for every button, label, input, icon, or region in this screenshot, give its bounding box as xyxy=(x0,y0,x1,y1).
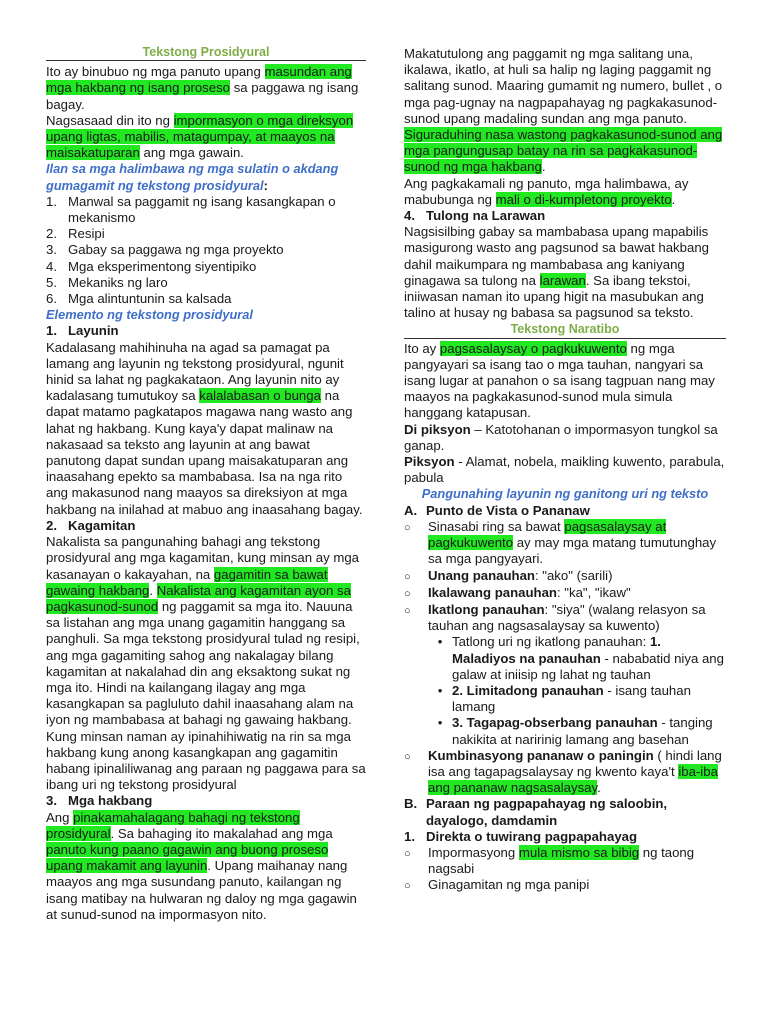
list-item: ○ Ginagamitan ng mga panipi xyxy=(404,877,590,893)
heading-direkta: 1. Direkta o tuwirang pagpapahayag xyxy=(404,828,638,844)
subheading-halimbawa: Ilan sa mga halimbawa ng mga sulatin o akdang gumagamit ng tekstong prosidyural: xyxy=(46,161,339,193)
section-title-prosidyural: Tekstong Prosidyural xyxy=(46,44,366,61)
paragraph-intro: Ito ay binubuo ng mga panuto upang masundan ang mga hakbang ng isang proseso sa paggawa ng isang bagay. xyxy=(46,64,359,112)
list-item: 2. Resipi xyxy=(46,226,105,242)
heading-punto-de-vista: A. Punto de Vista o Pananaw xyxy=(404,502,590,518)
highlight: mula mismo sa bibig xyxy=(518,844,640,860)
paragraph-larawan: Nagsisilbing gabay sa mambabasa upang mapabilis masigurong wasto ang pagsunod sa bawat hakbang dahil maikumpara ng mambabasa ang kaniyang ginagawa sa tulong na larawan. Sa ibang tekstoi, iniiwasan naman ito upang higit na masubukan ang talino at husay ng babasa sa pagsunod sa teksto. xyxy=(404,224,709,321)
heading-layunin: 1. Layunin xyxy=(46,323,119,339)
list-item: ○ Sinasabi ring sa bawat pagsasalaysay at pagkukuwento ay may mga matang tumutunghay sa mga pangyayari. xyxy=(404,518,717,567)
definition-di-piksyon: Di piksyon – Katotohanan o impormasyon tungkol sa ganap. xyxy=(404,421,718,453)
definition-piksyon: Piksyon - Alamat, nobela, maikling kuwento, parabula, pabula xyxy=(404,454,725,486)
highlight: gagamitin sa bawat gawaing hakbang xyxy=(46,566,328,598)
sub-list-item: • 2. Limitadong panauhan - isang tauhan lamang xyxy=(437,682,691,715)
highlight: pagsasalaysay o pagkukuwento xyxy=(439,340,627,356)
paragraph-intro-2: Nagsasaad din ito ng impormasyon o mga direksyon upang ligtas, mabilis, matagumpay, at maayos na maisakatuparan ang mga gawain. xyxy=(46,112,354,161)
heading-tulong-na-larawan: 4. Tulong na Larawan xyxy=(404,208,546,224)
list-item: ○ Ikatlong panauhan: "siya" (walang relasyon sa tauhan ang nagsasalaysay sa kuwento) xyxy=(404,601,706,634)
highlight: masundan ang mga hakbang ng isang proseso xyxy=(46,64,352,96)
sub-list-item: • Tatlong uri ng ikatlong panauhan: 1. Maladiyos na panauhan - nababatid niya ang galaw at iniisip ng lahat ng tauhan xyxy=(437,634,724,682)
paragraph-naratibo: Ito ay pagsasalaysay o pagkukuwento ng mga pangyayari sa isang tao o mga tauhan, nangyari sa isang lugar at panahon o sa isang tagpuan nang may maayos na pagkakasunod-sunod mula simula hanggang katapusan. xyxy=(404,340,715,421)
list-item: 3. Gabay sa paggawa ng mga proyekto xyxy=(46,242,284,258)
highlight: panuto kung paano gagawin ang buong proseso upang makamit ang layunin xyxy=(46,841,329,874)
list-item: 1. Manwal sa paggamit ng isang kasangkapan o mekanismo xyxy=(46,193,336,226)
paragraph-pagkakamali: Ang pagkakamali ng panuto, mga halimbawa, ay mabubunga ng mali o di-kumpletong proyekto. xyxy=(404,175,689,207)
subheading-pangunahing-layunin: Pangunahing layunin ng ganitong uri ng teksto xyxy=(421,486,709,502)
left-column xyxy=(46,0,366,923)
list-item: ○ Ikalawang panauhan: "ka", "ikaw" xyxy=(404,584,631,600)
highlight: pagsasalaysay at pagkukuwento xyxy=(428,518,667,551)
subheading-elemento: Elemento ng tekstong prosidyural xyxy=(46,307,253,323)
paragraph-hakbang-cont: Makatutulong ang paggamit ng mga salitang una, ikalawa, ikatlo, at huli sa halip ng laging paggamit ng salitang sunod. Maaring gumamit ng numero, bullet , o mga pag-ugnay na nagpapahayag ng pagkakasunod-sunod upang madaling sundan ang mga panuto. Siguraduhing nasa wastong pagkakasunod-sunod ang mga pangungusap batay na rin sa pagkakasunod-sunod ng mga hakbang. xyxy=(404,46,723,175)
section-title-naratibo: Tekstong Naratibo xyxy=(404,321,726,338)
list-item: ○ Unang panauhan: "ako" (sarili) xyxy=(404,567,613,583)
right-column xyxy=(404,0,726,895)
paragraph-mga-hakbang: Ang pinakamahalagang bahagi ng tekstong prosidyural. Sa bahaging ito makalahad ang mga panuto kung paano gagawin ang buong proseso upang makamit ang layunin. Upang maihanay nang maayos ang mga susundang panuto, kailangan ng isang matibay na hulwaran ng daloy ng mga gagawin at sunud-sunod na impormasyon nito. xyxy=(46,809,357,922)
heading-mga-hakbang: 3. Mga hakbang xyxy=(46,793,153,809)
list-item: 4. Mga eksperimentong siyentipiko xyxy=(46,258,257,274)
highlight: larawan xyxy=(539,272,586,288)
heading-paraan: B. Paraan ng pagpapahayag ng saloobin, dayalogo, damdamin xyxy=(404,796,668,828)
list-item: 5. Mekaniks ng laro xyxy=(46,274,168,290)
highlight: impormasyon o mga direksyon upang ligtas, mabilis, matagumpay, at maayos na maisakatuparan xyxy=(46,112,354,161)
highlight: mali o di-kumpletong proyekto xyxy=(495,191,672,207)
highlight: Nakalista ang kagamitan ayon sa pagkasunod-sunod xyxy=(46,582,351,614)
examples-list xyxy=(46,194,366,307)
highlight: kalalabasan o bunga xyxy=(199,388,321,404)
sub-list-item: • 3. Tagapag-obserbang panauhan - tanging nakikita at naririnig lamang ang basehan xyxy=(437,715,713,747)
list-item: 6. Mga alintuntunin sa kalsada xyxy=(46,291,232,307)
highlight: iba-iba ang pananaw nagsasalaysay xyxy=(428,763,718,796)
list-item: ○ Impormasyong mula mismo sa bibig ng taong nagsabi xyxy=(404,844,695,877)
paragraph-kagamitan: Nakalista sa pangunahing bahagi ang tekstong prosidyural ang mga kagamitan, kung minsan ay mga kasanayan o kakayahan, na gagamitin sa bawat gawaing hakbang. Nakalista ang kagamitan ayon sa pagkasunod-sunod ng paggamit sa mga ito. Nauuna sa listahan ang mga unang gagamitin hanggang sa panghuli. Sa mga tekstong prosidyural tulad ng resipi, ang mga gagamiting sahog ang nakalagay bilang kagamitan at nakalahad din ang eksaktong sukat ng mga ito. Hindi na kailangang ilagay ang mga kasangkapan sa pagluluto dahil inaasahang alam na iyon ng mambabasa at bahagi ng gawaing hakbang. Kung minsan naman ay ipinahihiwatig na rin sa mga hakbang kung anong kasangkapan ang gagamitin habang ipinaliliwanag ang paraan ng paggawa para sa ibang uri ng tekstong prosidyural xyxy=(46,534,366,793)
highlight: Siguraduhing nasa wastong pagkakasunod-sunod ang mga pangungusap batay na rin sa pagkakasunod-sunod ng mga hakbang xyxy=(404,127,723,175)
heading-kagamitan: 2. Kagamitan xyxy=(46,517,136,533)
highlight: pinakamahalagang bahagi ng tekstong prosidyural xyxy=(46,809,300,841)
paragraph-layunin: Kadalasang mahihinuha na agad sa pamagat pa lamang ang layunin ng tekstong prosidyural, ngunit hinid sa lahat ng pagkakataon. Ang layunin nito ay kadalasang tumutukoy sa kalalabasan o bunga na dapat matamo pagkatapos magawa nang wasto ang lahat ng hakbang. Kung kaya'y dapat malinaw na nakasaad sa teksto ang layunin at ang bawat panutong dapat sundan upang maisakatuparan ang inaasahang epekto sa mambabasa. Isa na nga rito ang makasunod nang maayos sa direksiyon at mga hakbang na inilahad at mabuo ang inaasahang bagay. xyxy=(46,339,363,517)
list-item: ○ Kumbinasyong pananaw o paningin ( hindi lang isa ang tagapagsalaysay ng kwento kaya't iba-iba ang pananaw nagsasalaysay. xyxy=(404,747,722,796)
